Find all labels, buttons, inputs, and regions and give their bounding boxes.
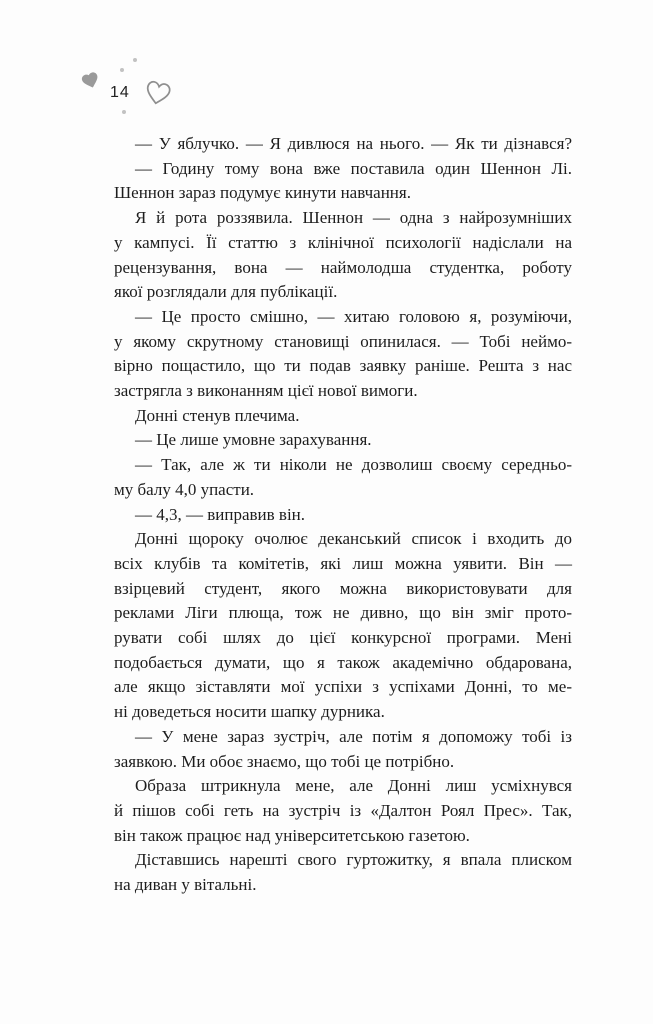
text-line: заявкою. Ми обоє знаємо, що тобі це потрібно.: [114, 751, 455, 771]
text-line: взірцевий студент, якого можна використовувати для: [114, 578, 572, 598]
text-line: всіх клубів та комітетів, які лиш можна уявити. Він —: [114, 553, 572, 573]
text-line: — 4,3, — виправив він.: [135, 504, 306, 524]
text-line: Шеннон зараз подумує кинути навчання.: [114, 183, 411, 203]
text-line: — Так, але ж ти ніколи не дозволиш своєму середньо-: [135, 455, 572, 475]
text-line: Донні стенув плечима.: [135, 405, 300, 425]
text-line: Донні щороку очолює деканський список і входить до: [135, 529, 572, 549]
filled-heart-icon: [79, 69, 103, 93]
text-line: подобається думати, що я також академічно обдарована,: [114, 652, 572, 672]
text-line: й пішов собі геть на зустріч із «Далтон Роял Прес». Так,: [114, 800, 572, 820]
text-line: на диван у вітальні.: [114, 875, 257, 895]
decorative-dot: [120, 68, 124, 72]
filled-heart-shape: [81, 71, 101, 90]
outline-heart-shape: [145, 81, 171, 106]
outline-heart-icon: [140, 73, 176, 112]
page-number: 14: [110, 84, 130, 101]
text-line: він також працює над університетською газетою.: [114, 825, 470, 845]
text-line: му балу 4,0 упасти.: [114, 479, 255, 499]
text-line: вірно пощастило, що ти подав заявку раніше. Решта з нас: [114, 356, 572, 376]
text-line: реклами Ліги плюща, тож не дивно, що він зміг прото-: [114, 603, 572, 623]
text-line: — Це лише умовне зарахування.: [135, 430, 372, 450]
text-line: але якщо зіставляти мої успіхи з успіхами Донні, то ме-: [114, 677, 572, 697]
text-line: Діставшись нарешті свого гуртожитку, я впала плиском: [135, 850, 572, 870]
text-line: ні доведеться носити шапку дурника.: [114, 702, 385, 722]
page-text: [114, 132, 572, 898]
text-line: Я й рота роззявила. Шеннон — одна з найрозумніших: [135, 208, 572, 228]
decorative-dot: [133, 58, 137, 62]
text-line: — У яблучко. — Я дивлюся на нього. — Як ти дізнався?: [135, 134, 572, 153]
text-line: — Це просто смішно, — хитаю головою я, розуміючи,: [135, 306, 572, 326]
text-line: Образа штрикнула мене, але Донні лиш усміхнувся: [135, 776, 572, 796]
text-line: у якому скрутному становищі опинилася. — Тобі неймо-: [114, 331, 572, 351]
text-line: — Годину тому вона вже поставила один Шеннон Лі.: [135, 158, 572, 178]
text-line: якої розглядали для публікації.: [114, 282, 338, 302]
decorative-dot: [122, 110, 126, 114]
text-line: — У мене зараз зустріч, але потім я допоможу тобі із: [135, 726, 572, 746]
text-line: у кампусі. Її статтю з клінічної психології надіслали на: [114, 232, 572, 252]
text-line: застрягла з виконанням цієї нової вимоги.: [114, 381, 418, 401]
text-line: рецензування, вона — наймолодша студентка, роботу: [114, 257, 572, 277]
text-line: рувати собі шлях до цієї конкурсної програми. Мені: [114, 628, 572, 648]
